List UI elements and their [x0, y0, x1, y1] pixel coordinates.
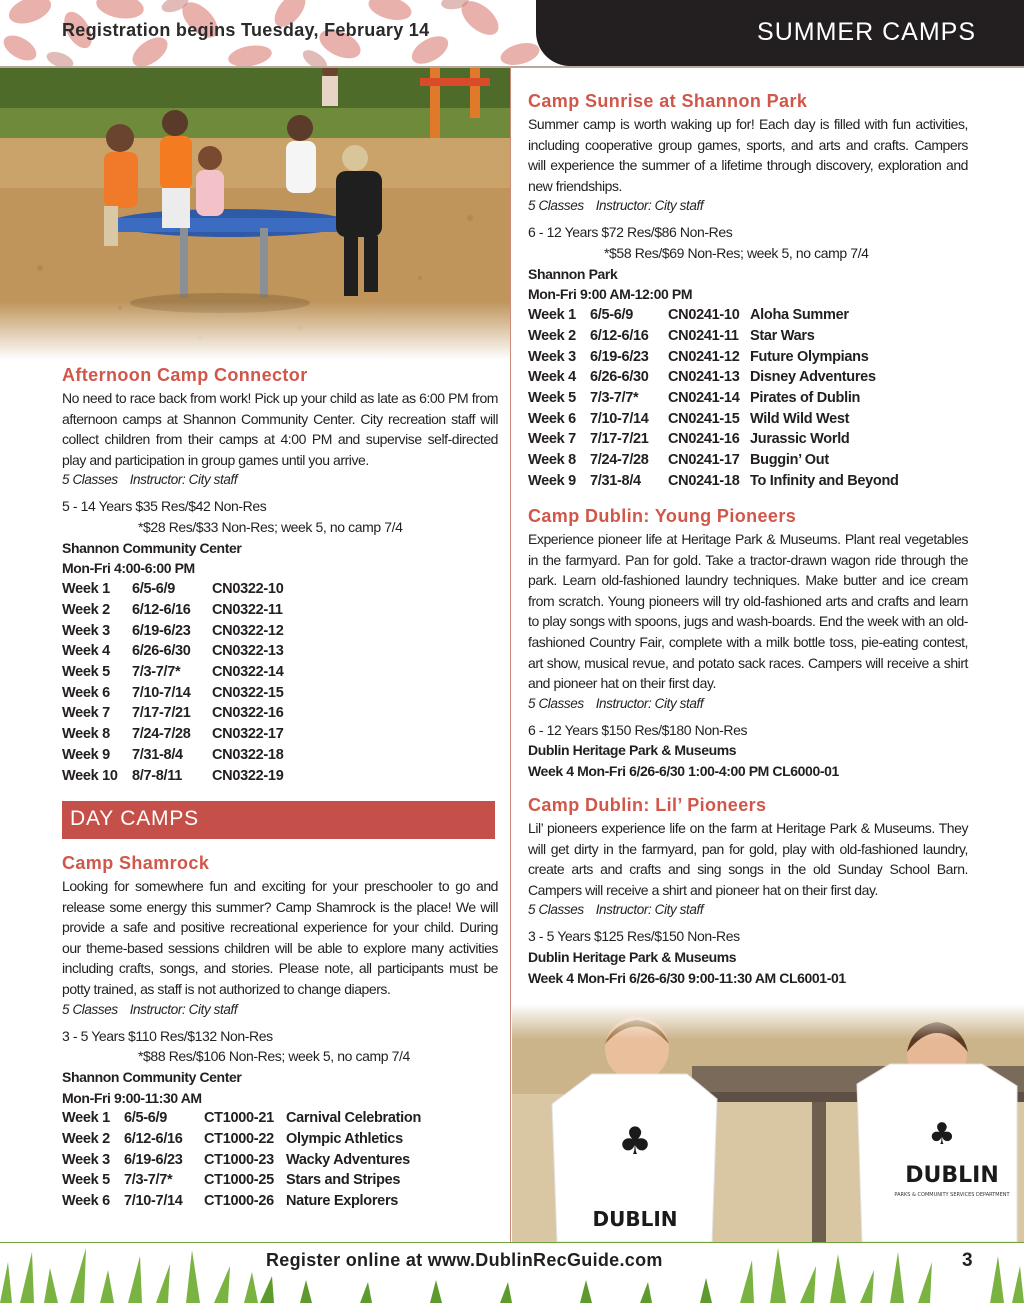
week-row	[62, 1150, 498, 1171]
week-label: Week 5	[528, 390, 576, 406]
young-pioneers-location: Dublin Heritage Park & Museums	[528, 742, 737, 759]
week-theme: Stars and Stripes	[286, 1172, 401, 1189]
afternoon-price: 5 - 14 Years $35 Res/$42 Non-Res	[62, 498, 267, 515]
course-code: CN0241-14	[668, 390, 740, 406]
course-code: CN0241-18	[668, 472, 740, 489]
week-theme: Jurassic World	[750, 431, 850, 448]
week-dates: 6/19-6/23	[590, 348, 649, 365]
course-code: CN0322-14	[212, 664, 284, 680]
week-row	[62, 1170, 498, 1191]
week-dates: 7/10-7/14	[132, 684, 191, 701]
lil-pioneers-title: Camp Dublin: Lil’ Pioneers	[528, 795, 767, 815]
week-label: Week 2	[62, 601, 110, 618]
week-dates: 6/26-6/30	[132, 643, 191, 660]
week-dates: 7/17-7/21	[590, 431, 649, 448]
week-label: Week 6	[62, 1193, 110, 1210]
week-label: Week 5	[62, 1172, 110, 1189]
afternoon-class-info	[62, 470, 498, 490]
shamrock-price: 3 - 5 Years $110 Res/$132 Non-Res	[62, 1027, 273, 1044]
week-row	[528, 409, 968, 430]
week-row	[528, 471, 968, 492]
young-pioneers-class-info	[528, 694, 968, 714]
week-row	[62, 641, 498, 662]
week-dates: 6/19-6/23	[132, 622, 191, 639]
young-pioneers-title: Camp Dublin: Young Pioneers	[528, 506, 797, 526]
week-dates: 7/3-7/7*	[590, 390, 639, 406]
course-code: CN0241-12	[668, 348, 740, 365]
registration-url: Register online at www.DublinRecGuide.com	[266, 1250, 663, 1270]
camp-shamrock-title: Camp Shamrock	[62, 853, 210, 873]
day-camps-heading-bar	[62, 801, 495, 839]
sunrise-price-note: *$58 Res/$69 Non-Res; week 5, no camp 7/4	[604, 245, 869, 262]
week-row	[528, 429, 968, 450]
week-theme: Aloha Summer	[750, 307, 849, 324]
week-theme: Buggin’ Out	[750, 452, 829, 469]
sunrise-location: Shannon Park	[528, 265, 618, 282]
instructor: Instructor: City staff	[595, 902, 704, 918]
week-label: Week 7	[528, 431, 576, 448]
registration-date: Registration begins Tuesday, February 14	[62, 20, 430, 40]
week-label: Week 4	[528, 369, 576, 386]
week-label: Week 3	[62, 1151, 110, 1168]
course-code: CN0322-12	[212, 622, 284, 639]
shamrock-price-note: *$88 Res/$106 Non-Res; week 5, no camp 7/4	[138, 1048, 410, 1065]
class-count: 5 Classes	[62, 472, 118, 488]
week-row	[528, 326, 968, 347]
lil-pioneers-price: 3 - 5 Years $125 Res/$150 Non-Res	[528, 928, 740, 945]
week-dates: 6/26-6/30	[590, 369, 649, 386]
week-dates: 6/19-6/23	[124, 1151, 183, 1168]
week-dates: 6/12-6/16	[132, 601, 191, 618]
shamrock-class-info	[62, 1000, 498, 1020]
left-column	[62, 362, 498, 786]
shamrock-schedule: Mon-Fri 9:00-11:30 AM	[62, 1089, 202, 1106]
week-label: Week 1	[62, 1110, 110, 1127]
course-code: CN0322-18	[212, 746, 284, 763]
right-column	[528, 88, 968, 492]
week-label: Week 7	[62, 705, 110, 722]
week-dates: 7/31-8/4	[132, 746, 183, 763]
week-dates: 6/5-6/9	[590, 307, 634, 324]
week-row	[62, 1191, 498, 1212]
week-row	[528, 367, 968, 388]
week-dates: 7/24-7/28	[132, 726, 191, 743]
course-code: CT1000-23	[204, 1151, 274, 1168]
day-camps-heading: DAY CAMPS	[70, 807, 199, 830]
afternoon-schedule: Mon-Fri 4:00-6:00 PM	[62, 560, 195, 577]
week-row	[62, 662, 498, 683]
section-title: SUMMER CAMPS	[757, 18, 976, 46]
instructor: Instructor: City staff	[595, 198, 704, 214]
course-code: CN0322-17	[212, 726, 284, 743]
week-row	[62, 703, 498, 724]
lil-pioneers-class-info	[528, 900, 968, 920]
shamrock-week-list	[62, 1108, 498, 1212]
week-label: Week 2	[528, 327, 576, 344]
week-label: Week 5	[62, 664, 110, 680]
week-theme: Olympic Athletics	[286, 1131, 403, 1148]
week-row	[62, 600, 498, 621]
afternoon-location: Shannon Community Center	[62, 539, 242, 556]
lil-pioneers-session: Week 4 Mon-Fri 6/26-6/30 9:00-11:30 AM CL6001-01	[528, 969, 846, 986]
young-pioneers-description: Experience pioneer life at Heritage Park & Museums. Plant real vegetables in the farmyard. Pan for gold. Take a tractor-drawn wagon ride through the park. Learn old-fashioned laundry techniques. Make butter and ice cream from scratch. Young pioneers will try old-fashioned arts and crafts and learn to play songs with spoons, jugs and wash-boards. End the week with an old-fashioned Country Fair, complete with a milk bottle toss, pie-eating contest, art show, musical revue, and potato sack races. Campers will receive a shirt and pioneer hat on their first day.	[528, 531, 968, 692]
page-footer	[0, 1242, 1024, 1303]
week-row	[528, 347, 968, 368]
week-theme: Star Wars	[750, 327, 815, 344]
class-count: 5 Classes	[62, 1001, 118, 1017]
column-divider	[510, 68, 511, 1242]
week-row	[528, 305, 968, 326]
class-count: 5 Classes	[528, 902, 584, 918]
course-code: CN0241-13	[668, 369, 740, 386]
week-row	[62, 1108, 498, 1129]
instructor: Instructor: City staff	[595, 695, 704, 711]
kids-shirts-photo	[512, 1004, 1024, 1242]
week-theme: Pirates of Dublin	[750, 390, 861, 406]
course-code: CN0241-11	[668, 327, 739, 344]
course-code: CN0322-10	[212, 581, 284, 598]
young-pioneers-session: Week 4 Mon-Fri 6/26-6/30 1:00-4:00 PM CL6000-01	[528, 763, 839, 780]
week-theme: Disney Adventures	[750, 369, 876, 386]
sunrise-class-info	[528, 196, 968, 216]
week-label: Week 2	[62, 1131, 110, 1148]
week-row	[62, 1129, 498, 1150]
week-row	[528, 388, 968, 409]
afternoon-price-note: *$28 Res/$33 Non-Res; week 5, no camp 7/4	[138, 519, 403, 536]
week-dates: 7/3-7/7*	[132, 664, 181, 680]
sunrise-price: 6 - 12 Years $72 Res/$86 Non-Res	[528, 224, 733, 241]
week-label: Week 8	[528, 452, 576, 469]
week-dates: 7/31-8/4	[590, 472, 641, 489]
week-label: Week 9	[62, 746, 110, 763]
week-dates: 6/5-6/9	[124, 1110, 168, 1127]
week-theme: To Infinity and Beyond	[750, 472, 899, 489]
course-code: CN0241-17	[668, 452, 740, 469]
week-label: Week 1	[62, 581, 110, 598]
playground-illustration	[0, 68, 510, 360]
course-code: CT1000-21	[204, 1110, 274, 1127]
week-dates: 8/7-8/11	[132, 767, 183, 784]
week-label: Week 6	[62, 684, 110, 701]
week-label: Week 4	[62, 643, 110, 660]
week-row	[528, 450, 968, 471]
camp-sunrise-description: Summer camp is worth waking up for! Each day is filled with fun activities, including cooperative group games, sports, and arts and crafts. Campers will experience the summer of a lifetime through discovery, exploration and new friendships.	[528, 116, 968, 194]
sunrise-week-list	[528, 305, 968, 491]
week-theme: Wacky Adventures	[286, 1151, 410, 1168]
week-dates: 7/10-7/14	[124, 1193, 183, 1210]
afternoon-connector-description: No need to race back from work! Pick up your child as late as 6:00 PM from afternoon camps at Shannon Community Center. City recreation staff will collect children from their camps at 4:00 PM and supervise self-directed play and participation in group games until you arrive.	[62, 390, 498, 468]
week-label: Week 6	[528, 410, 576, 427]
course-code: CN0241-15	[668, 410, 740, 427]
afternoon-week-list	[62, 579, 498, 786]
week-dates: 6/5-6/9	[132, 581, 176, 598]
week-row	[62, 683, 498, 704]
week-dates: 7/3-7/7*	[124, 1172, 173, 1189]
week-theme: Nature Explorers	[286, 1193, 399, 1210]
course-code: CN0322-16	[212, 705, 284, 722]
camp-sunrise-title: Camp Sunrise at Shannon Park	[528, 91, 808, 111]
week-dates: 6/12-6/16	[124, 1131, 183, 1148]
course-code: CN0322-15	[212, 684, 284, 701]
lil-pioneers-location: Dublin Heritage Park & Museums	[528, 949, 737, 966]
week-theme: Future Olympians	[750, 348, 869, 365]
course-code: CN0322-19	[212, 767, 284, 784]
class-count: 5 Classes	[528, 695, 584, 711]
week-dates: 7/17-7/21	[132, 705, 191, 722]
young-pioneers-price: 6 - 12 Years $150 Res/$180 Non-Res	[528, 721, 748, 738]
instructor: Instructor: City staff	[129, 1001, 238, 1017]
instructor: Instructor: City staff	[129, 472, 238, 488]
week-theme: Wild Wild West	[750, 410, 850, 427]
lil-pioneers-description: Lil’ pioneers experience life on the farm at Heritage Park & Museums. They will get dirty in the farmyard, pan for gold, play with old-fashioned laundry, create arts and crafts and sing songs in the old Sunday School Barn. Campers will receive a shirt and pioneer hat on their first day.	[528, 820, 968, 898]
week-row	[62, 745, 498, 766]
lil-pioneers-section	[528, 792, 968, 988]
course-code: CT1000-22	[204, 1131, 274, 1148]
section-tab	[536, 0, 1024, 66]
week-label: Week 1	[528, 307, 576, 324]
kids-shirts-illustration	[512, 1004, 1024, 1242]
week-label: Week 8	[62, 726, 110, 743]
week-label: Week 10	[62, 767, 118, 784]
course-code: CN0322-13	[212, 643, 284, 660]
week-label: Week 9	[528, 472, 576, 489]
course-code: CN0241-16	[668, 431, 740, 448]
week-row	[62, 766, 498, 787]
camp-shamrock-description: Looking for somewhere fun and exciting for your preschooler to go and release some energy this summer? Camp Shamrock is the place! We will provide a safe and positive recreational experience for your child. During our theme-based sessions children will be able to explore many activities including crafts, songs, and stories. Please note, all participants must be potty trained, as staff is not authorized to change diapers.	[62, 878, 498, 997]
week-label: Week 3	[62, 622, 110, 639]
class-count: 5 Classes	[528, 198, 584, 214]
week-label: Week 3	[528, 348, 576, 365]
sunrise-schedule: Mon-Fri 9:00 AM-12:00 PM	[528, 286, 693, 303]
course-code: CT1000-25	[204, 1172, 274, 1189]
course-code: CN0322-11	[212, 601, 283, 618]
course-code: CT1000-26	[204, 1193, 274, 1210]
week-row	[62, 579, 498, 600]
page-number: 3	[962, 1250, 973, 1271]
playground-photo	[0, 68, 510, 360]
shamrock-section	[62, 850, 498, 1212]
week-dates: 7/10-7/14	[590, 410, 649, 427]
week-dates: 7/24-7/28	[590, 452, 649, 469]
afternoon-connector-title: Afternoon Camp Connector	[62, 365, 308, 385]
page-header	[0, 0, 1024, 68]
week-dates: 6/12-6/16	[590, 327, 649, 344]
week-row	[62, 724, 498, 745]
week-theme: Carnival Celebration	[286, 1110, 422, 1127]
course-code: CN0241-10	[668, 307, 740, 324]
week-row	[62, 621, 498, 642]
shamrock-location: Shannon Community Center	[62, 1068, 242, 1085]
young-pioneers-section	[528, 503, 968, 782]
